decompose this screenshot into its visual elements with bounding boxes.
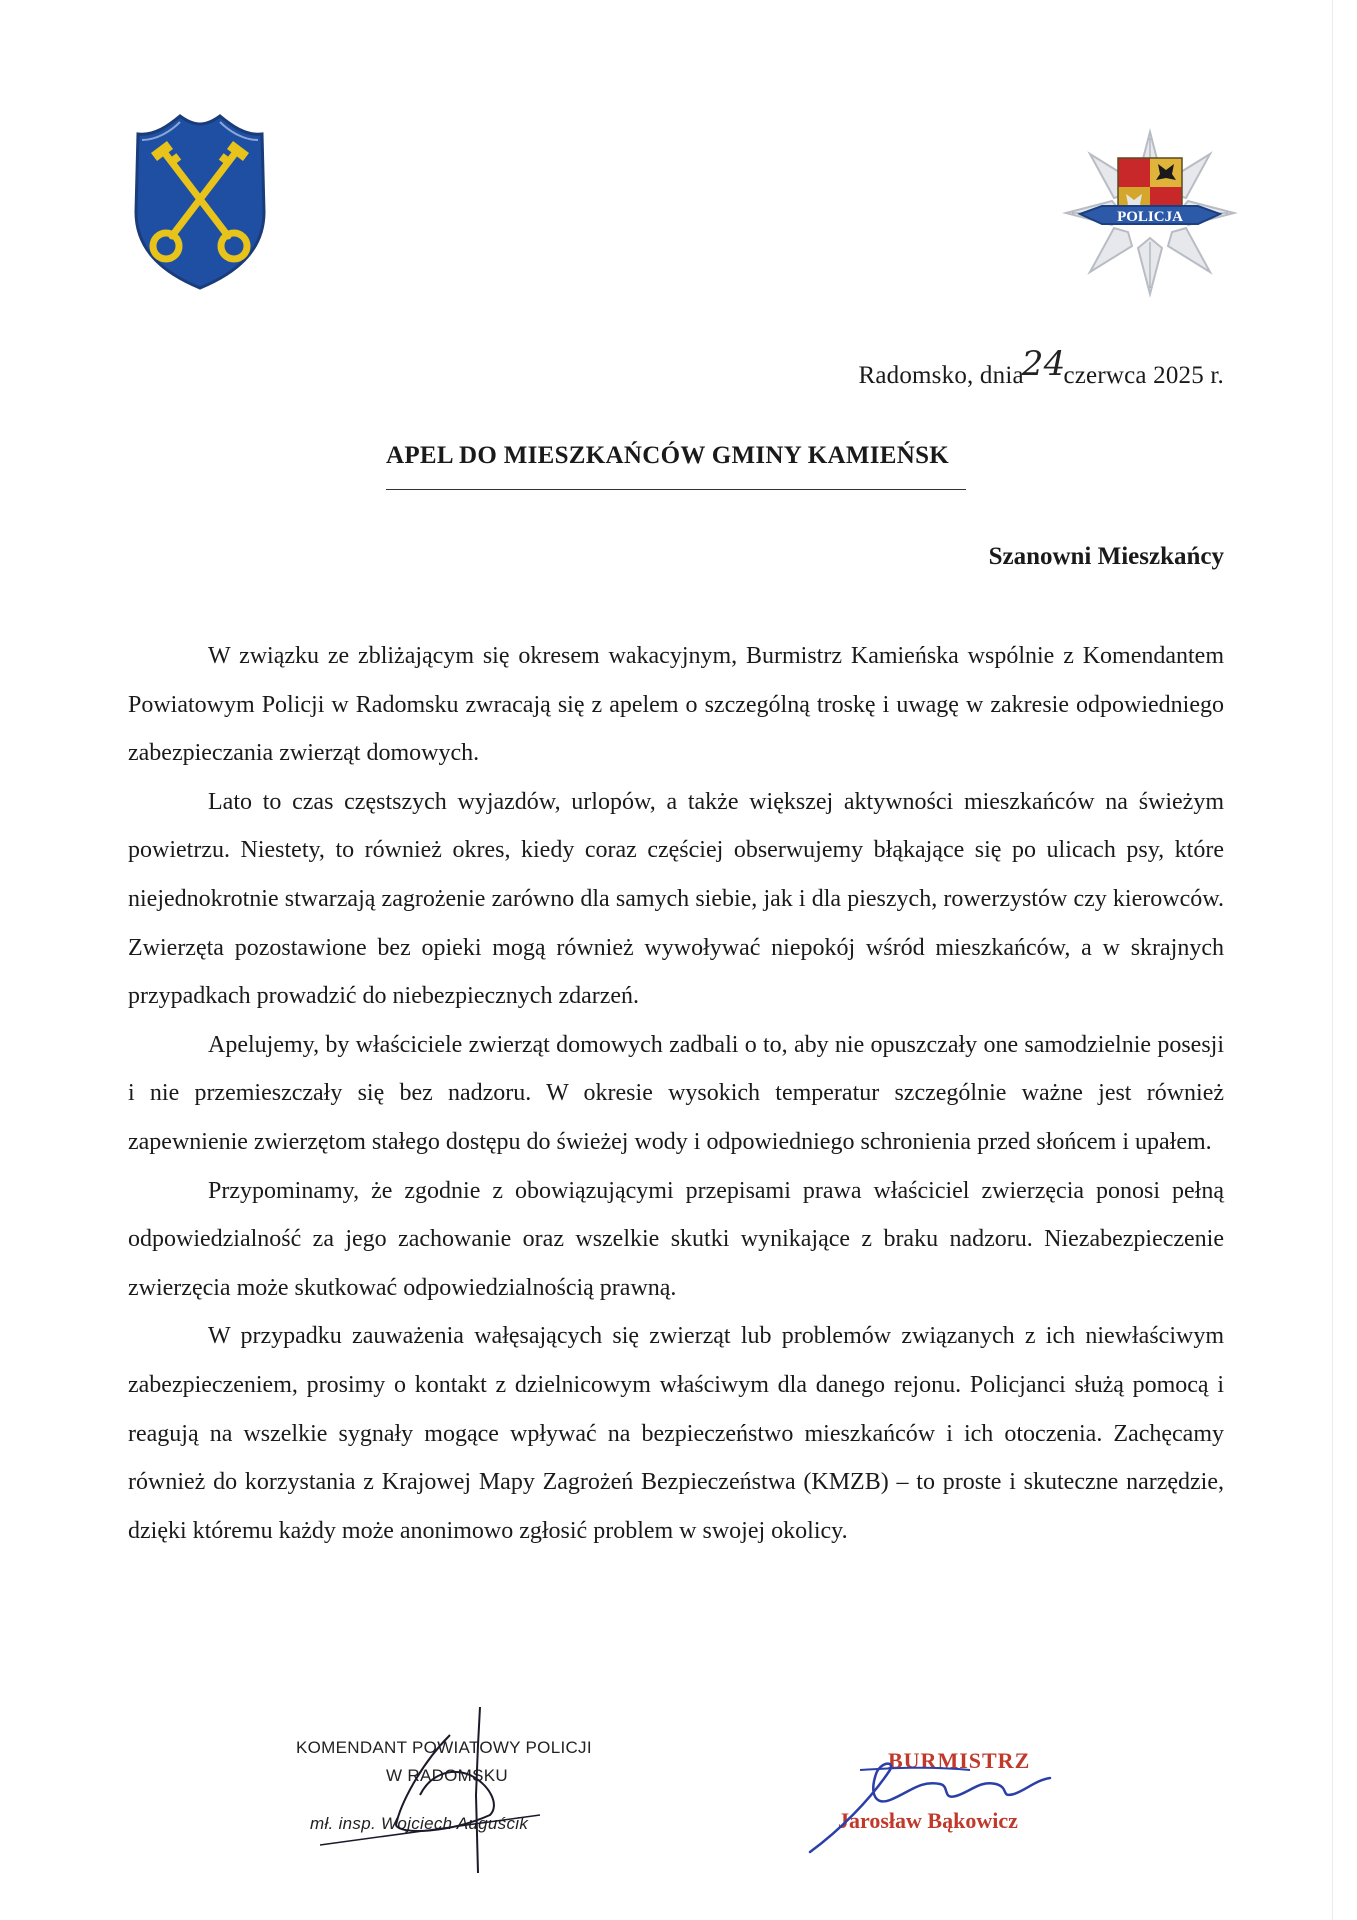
date-prefix: Radomsko, dnia [858,362,1024,389]
paragraph: Lato to czas częstszych wyjazdów, urlopów, a także większej aktywności mieszkańców na świeżym powietrzu. Niestety, to również okres, kiedy coraz częściej obserwujemy błąkające się po ulicach psy, które niejednokrotnie stwarzają zagrożenie zarówno dla samych siebie, jak i dla pieszych, rowerzystów czy kierowców. Zwierzęta pozostawione bez opieki mogą również wywoływać niepokój wśród mieszkańców, a w skrajnych przypadkach prowadzić do niebezpiecznych zdarzeń. [128,788,1224,1010]
page-edge-line [1332,0,1333,1920]
police-stamp-location: W RADOMSKU [386,1766,508,1785]
greeting: Szanowni Mieszkańcy [988,543,1224,570]
paragraph: Przypominamy, że zgodnie z obowiązującymi przepisami prawa właściciel zwierzęcia ponosi pełną odpowiedzialność za jego zachowanie oraz wszelkie skutki wynikające z braku nadzoru. Niezabezpieczenie zwierzęcia może skutkować odpowiedzialnością prawną. [128,1177,1224,1301]
title-underline [386,489,966,490]
date-suffix: czerwca 2025 r. [1063,362,1224,389]
police-stamp-name: mł. insp. Wojciech Auguścik [310,1814,529,1833]
kamiensk-coat-of-arms-icon [124,112,276,290]
police-stamp-title: KOMENDANT POWIATOWY POLICJI [296,1738,592,1757]
date-line [858,344,1224,392]
date-day-handwritten: 24 [1021,344,1066,384]
police-badge-label: POLICJA [1117,209,1183,225]
paragraph: W związku ze zbliżającym się okresem wakacyjnym, Burmistrz Kamieńska wspólnie z Komendantem Powiatowym Policji w Radomsku zwracają się z apelem o szczególną troskę i uwagę w zakresie odpowiedniego zabezpieczania zwierząt domowych. [128,643,1224,767]
police-signature-icon [300,1705,560,1875]
paragraph: Apelujemy, by właściciele zwierząt domowych zadbali o to, aby nie opuszczały one samodzielnie posesji i nie przemieszczały się bez nadzoru. W okresie wysokich temperatur szczególnie ważne jest również zapewnienie zwierzętom stałego dostępu do świeżej wody i odpowiedniego schronienia przed słońcem i upałem. [128,1031,1224,1155]
paragraph: W przypadku zauważenia wałęsających się zwierząt lub problemów związanych z ich niewłaściwym zabezpieczeniem, prosimy o kontakt z dzielnicowym właściwym dla danego rejonu. Policjanci służą pomocą i reagują na wszelkie sygnały mogące wpływać na bezpieczeństwo mieszkańców i ich otoczenia. Zachęcamy również do korzystania z Krajowej Mapy Zagrożeń Bezpieczeństwa (KMZB) – to proste i skuteczne narzędzie, dzięki któremu każdy może anonimowo zgłosić problem w swojej okolicy. [128,1323,1224,1544]
police-badge-icon [1062,128,1238,298]
letter-body [128,632,1224,1555]
mayor-stamp-title: BURMISTRZ [888,1748,1031,1773]
document-title: APEL DO MIESZKAŃCÓW GMINY KAMIEŃSK [386,442,950,469]
mayor-stamp-name: Jarosław Bąkowicz [838,1808,1018,1833]
